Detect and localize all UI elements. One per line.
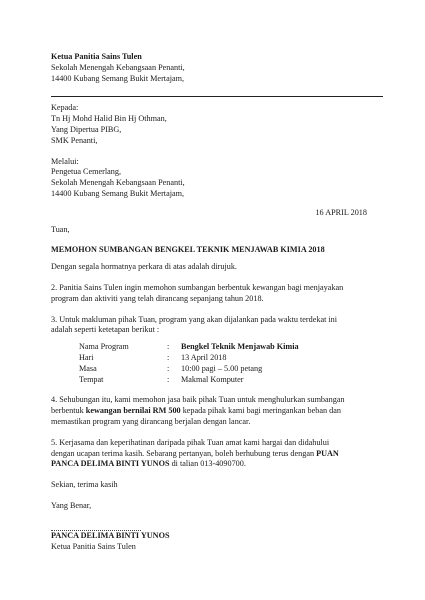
detail-colon: : [167, 363, 170, 373]
sender-block [51, 52, 377, 84]
paragraph-4-line-1: 4. Sehubungan itu, kami memohon jasa baik pihak Tuan untuk menghulurkan sumbangan [51, 395, 345, 405]
paragraph-5-line-2 [51, 449, 377, 460]
paragraph-4 [51, 395, 377, 427]
letter-date: 16 APRIL 2018 [315, 207, 367, 217]
opening-line: Dengan segala hormatnya perkara di atas adalah dirujuk. [51, 262, 237, 272]
recipient-label: Kepada: [51, 103, 79, 113]
paragraph-4-line-2-post: kepada pihak kami bagi meringankan beban dan [180, 406, 341, 416]
detail-row-time [79, 364, 377, 375]
via-label: Melalui: [51, 156, 79, 166]
detail-colon: : [167, 374, 170, 384]
closing-line: Sekian, terima kasih [51, 480, 118, 490]
paragraph-5 [51, 438, 377, 470]
detail-value: Makmal Komputer [181, 374, 244, 384]
paragraph-5-line-1: 5. Kerjasama dan keperihatinan daripada pihak Tuan amat kami hargai dan didahului [51, 437, 330, 447]
paragraph-4-line-3: memastikan program yang dirancang berjalan dengan lancar. [51, 416, 251, 426]
paragraph-2 [51, 283, 377, 305]
recipient-position: Yang Dipertua PIBG, [51, 124, 122, 134]
paragraph-5-line-3 [51, 459, 377, 470]
detail-label: Masa [79, 363, 97, 373]
via-name: Pengetua Cemerlang, [51, 167, 122, 177]
via-address-2: 14400 Kubang Semang Bukit Mertajam, [51, 188, 185, 198]
paragraph-3-line-1: 3. Untuk makluman pihak Tuan, program yang akan dijalankan pada waktu terdekat ini [51, 314, 338, 324]
salutation: Tuan, [51, 224, 70, 234]
recipient-name: Tn Hj Mohd Halid Bin Hj Othman, [51, 114, 167, 124]
paragraph-2-line-2: program dan aktiviti yang telah dirancang sepanjang tahun 2018. [51, 293, 264, 303]
detail-row-place [79, 375, 377, 386]
recipient-school: SMK Penanti, [51, 135, 98, 145]
subject-line: MEMOHON SUMBANGAN BENGKEL TEKNIK MENJAWAB KIMIA 2018 [51, 245, 325, 255]
donation-amount: kewangan bernilai RM 500 [85, 406, 181, 416]
sender-title: Ketua Panitia Sains Tulen [51, 52, 142, 61]
signature-title: Ketua Panitia Sains Tulen [51, 541, 136, 551]
detail-value: 13 April 2018 [181, 352, 227, 362]
header-divider [51, 96, 383, 97]
detail-value: 10:00 pagi – 5.00 petang [181, 363, 263, 373]
detail-label: Hari [79, 352, 94, 362]
paragraph-4-line-2 [51, 406, 377, 417]
contact-title: PUAN [316, 448, 339, 458]
sender-address-1: Sekolah Menengah Kebangsaan Penanti, [51, 62, 185, 72]
paragraph-3 [51, 315, 377, 337]
detail-colon: : [167, 342, 170, 352]
program-details [79, 342, 377, 385]
paragraph-5-line-2-pre: dengan ucapan terima kasih. Sebarang pertanyan, boleh berhubung terus dengan [51, 448, 317, 458]
contact-phone: di talian 013-4090700. [169, 459, 246, 469]
paragraph-2-line-1: 2. Panitia Sains Tulen ingin memohon sumbangan berbentuk kewangan bagi menjayakan [51, 282, 344, 292]
signature-name: PANCA DELIMA BINTI YUNOS [51, 530, 170, 540]
detail-label: Nama Program [79, 342, 129, 352]
detail-value: Bengkel Teknik Menjawab Kimia [181, 342, 299, 352]
recipient-block [51, 103, 377, 146]
sender-address-2: 14400 Kubang Semang Bukit Mertajam, [51, 73, 185, 83]
via-address-1: Sekolah Menengah Kebangsaan Penanti, [51, 178, 185, 188]
detail-row-day [79, 353, 377, 364]
contact-name: PANCA DELIMA BINTI YUNOS [51, 459, 170, 469]
detail-colon: : [167, 352, 170, 362]
detail-label: Tempat [79, 374, 104, 384]
paragraph-3-line-2: adalah seperti ketetapan berikut : [51, 325, 160, 335]
sign-off: Yang Benar, [51, 500, 92, 510]
detail-row-program [79, 342, 377, 353]
paragraph-4-line-2-pre: berbentuk [51, 406, 86, 416]
via-block [51, 157, 377, 200]
